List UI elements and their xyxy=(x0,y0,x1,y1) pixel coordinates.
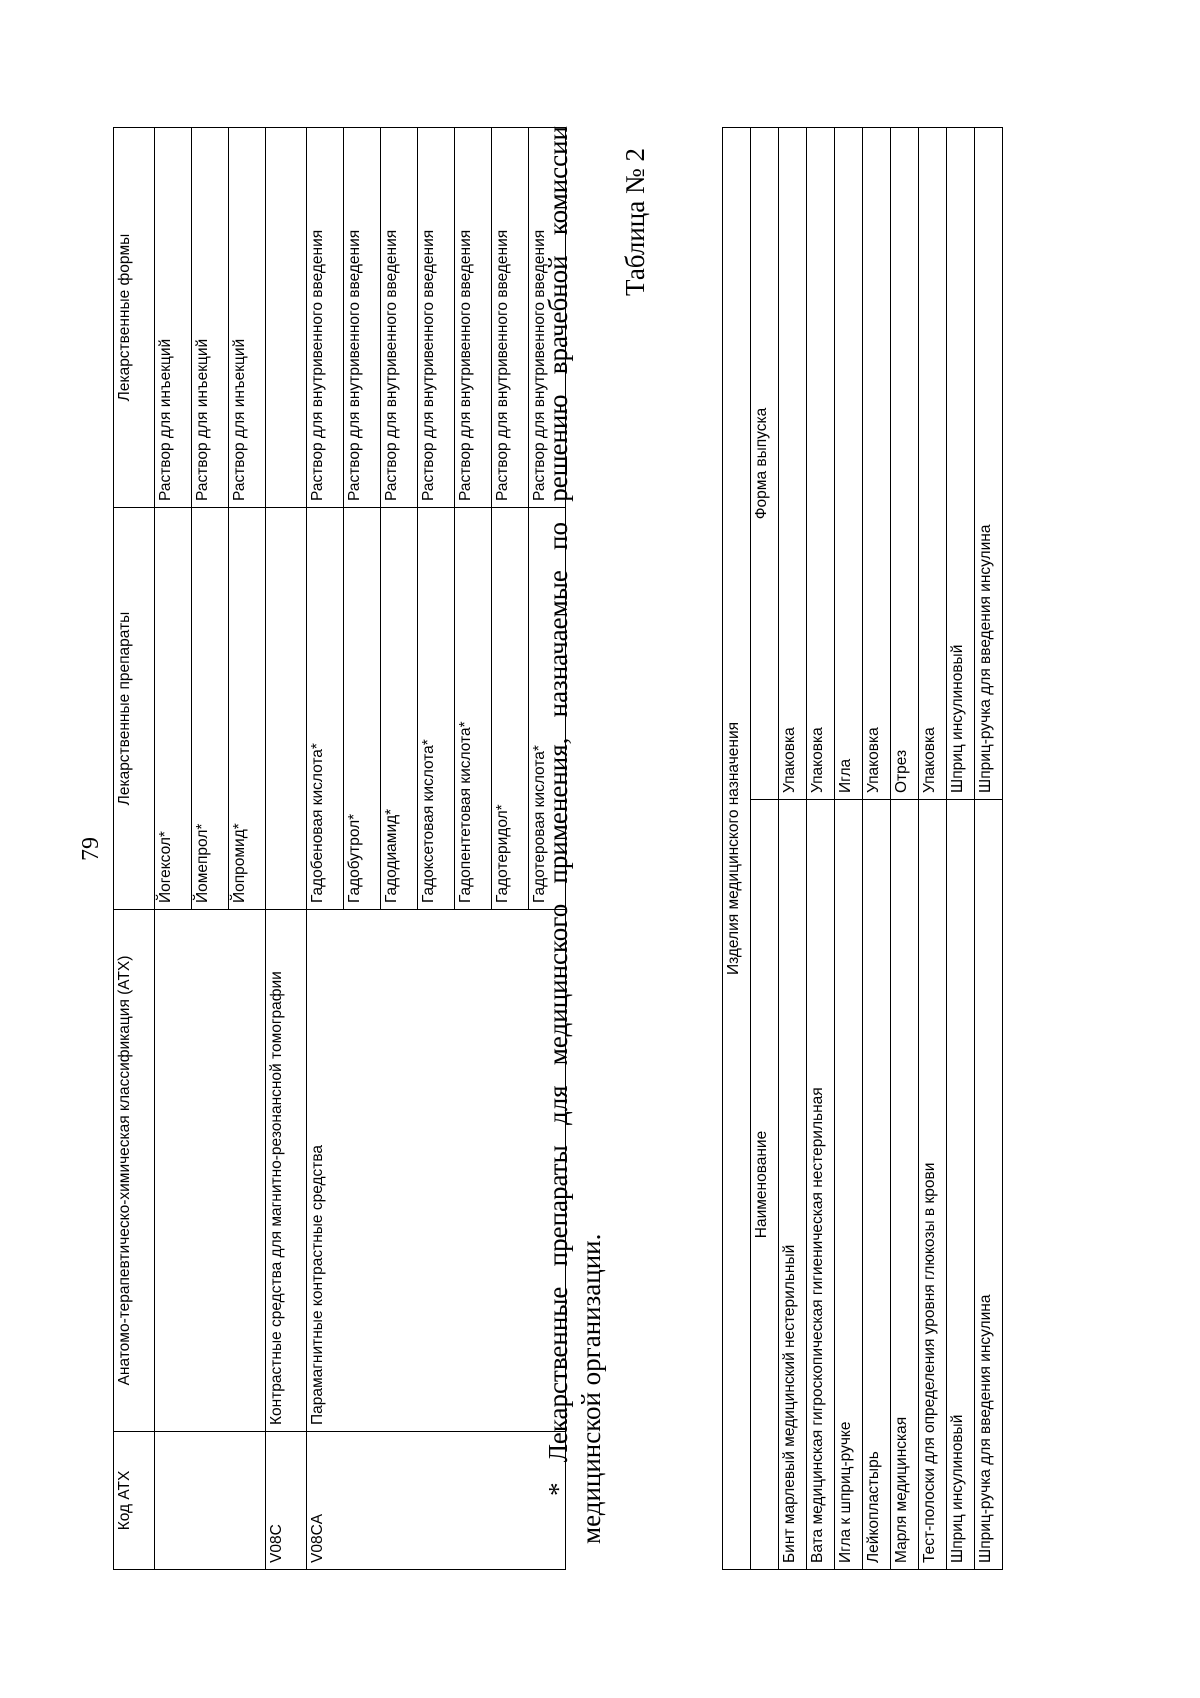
cell-form: Раствор для внутривенного введения xyxy=(344,128,381,508)
cell-drug: Гадоксетовая кислота* xyxy=(418,508,455,910)
cell-code xyxy=(155,1432,266,1570)
table-header-row xyxy=(751,128,779,1570)
cell-drug: Гадотеровая кислота* xyxy=(529,508,566,910)
table-row xyxy=(891,128,919,1570)
header-form: Форма выпуска xyxy=(751,128,779,800)
cell-drug: Гадодиамид* xyxy=(381,508,418,910)
header-name: Наименование xyxy=(751,800,779,1570)
cell-atc xyxy=(155,910,266,1432)
table-caption: Таблица № 2 xyxy=(620,148,650,296)
table-row xyxy=(975,128,1003,1570)
cell-form: Отрез xyxy=(891,128,919,800)
cell-name: Бинт марлевый медицинский нестерильный xyxy=(779,800,807,1570)
footnote: * Лекарственные препараты для медицинского применения, назначаемые по решению врачебной комиссии медицинской организации. xyxy=(543,126,606,1544)
cell-form: Раствор для внутривенного введения xyxy=(418,128,455,508)
cell-form: Упаковка xyxy=(919,128,947,800)
drugs-table xyxy=(113,127,566,1570)
cell-name: Шприц инсулиновый xyxy=(947,800,975,1570)
cell-name: Вата медицинская гигроскопическая гигиеническая нестерильная xyxy=(807,800,835,1570)
cell-form: Раствор для инъекций xyxy=(155,128,192,508)
cell-name: Марля медицинская xyxy=(891,800,919,1570)
cell-name: Тест-полоски для определения уровня глюкозы в крови xyxy=(919,800,947,1570)
table-row xyxy=(807,128,835,1570)
table-row xyxy=(307,128,344,1570)
cell-form: Раствор для внутривенного введения xyxy=(492,128,529,508)
table-header-row xyxy=(114,128,155,1570)
cell-form: Упаковка xyxy=(863,128,891,800)
header-atc: Анатомо-терапевтическо-химическая классификация (АТХ) xyxy=(114,910,155,1432)
cell-form: Раствор для внутривенного введения xyxy=(455,128,492,508)
cell-code: V08CA xyxy=(307,1432,566,1570)
table-row xyxy=(947,128,975,1570)
cell-form: Раствор для инъекций xyxy=(192,128,229,508)
cell-drug: Гадобеновая кислота* xyxy=(307,508,344,910)
cell-form: Раствор для внутривенного введения xyxy=(381,128,418,508)
cell-form: Игла xyxy=(835,128,863,800)
cell-form: Упаковка xyxy=(807,128,835,800)
cell-name: Шприц-ручка для введения инсулина xyxy=(975,800,1003,1570)
header-group: Изделия медицинского назначения xyxy=(723,128,751,1570)
cell-drug: Йопромид* xyxy=(229,508,266,910)
cell-form: Шприц-ручка для введения инсулина xyxy=(975,128,1003,800)
cell-name: Лейкопластырь xyxy=(863,800,891,1570)
table-row xyxy=(266,128,307,1570)
table-row xyxy=(919,128,947,1570)
cell-code: V08C xyxy=(266,1432,307,1570)
cell-form: Шприц инсулиновый xyxy=(947,128,975,800)
cell-drug: Гадобутрол* xyxy=(344,508,381,910)
table-row xyxy=(155,128,192,1570)
table-group-header-row xyxy=(723,128,751,1570)
cell-drug xyxy=(266,508,307,910)
table-row xyxy=(835,128,863,1570)
cell-name: Игла к шприц-ручке xyxy=(835,800,863,1570)
cell-drug: Гадотеридол* xyxy=(492,508,529,910)
header-forms: Лекарственные формы xyxy=(114,128,155,508)
cell-form: Раствор для инъекций xyxy=(229,128,266,508)
header-drugs: Лекарственные препараты xyxy=(114,508,155,910)
page-number: 79 xyxy=(78,837,104,861)
cell-drug: Йогексол* xyxy=(155,508,192,910)
cell-form: Упаковка xyxy=(779,128,807,800)
medical-devices-table xyxy=(722,127,1003,1570)
cell-form: Раствор для внутривенного введения xyxy=(529,128,566,508)
cell-atc: Контрастные средства для магнитно-резонансной томографии xyxy=(266,910,307,1432)
table-row xyxy=(863,128,891,1570)
header-code: Код АТХ xyxy=(114,1432,155,1570)
cell-form xyxy=(266,128,307,508)
table-row xyxy=(779,128,807,1570)
cell-drug: Йомепрол* xyxy=(192,508,229,910)
cell-form: Раствор для внутривенного введения xyxy=(307,128,344,508)
cell-drug: Гадопентетовая кислота* xyxy=(455,508,492,910)
cell-atc: Парамагнитные контрастные средства xyxy=(307,910,566,1432)
